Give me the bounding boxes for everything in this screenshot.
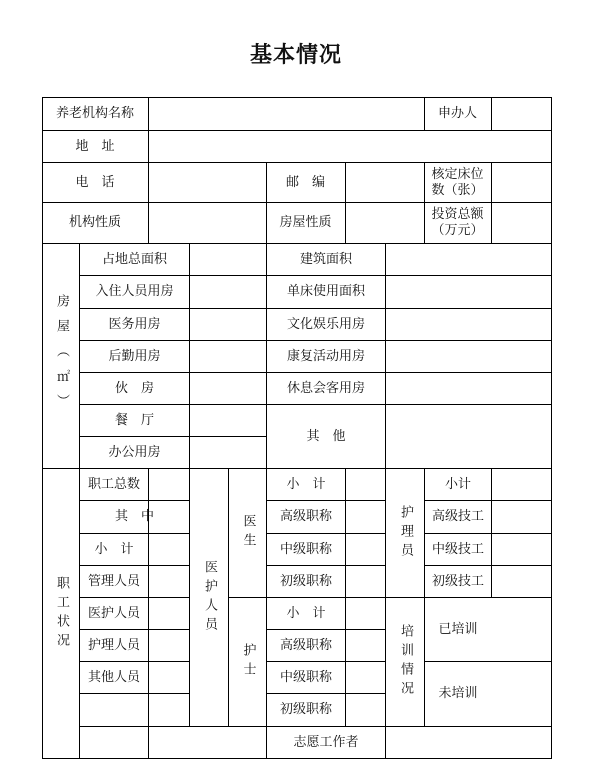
doctor-junior-title-label: 初级职称	[279, 573, 332, 589]
total-investment-label: 投资总额（万元）	[431, 207, 484, 238]
management-label: 管理人员	[87, 573, 140, 589]
organizer-label: 申办人	[437, 106, 477, 121]
nursing-staff-label: 护理人员	[87, 637, 140, 653]
medical-rooms-label: 医务用房	[108, 316, 161, 332]
organizer-field[interactable]	[492, 98, 551, 130]
logistics-rooms-label: 后勤用房	[108, 348, 161, 364]
land-area-label: 占地总面积	[101, 251, 167, 267]
nurse-junior-title-label: 初级职称	[279, 702, 332, 717]
institution-name-field[interactable]	[149, 98, 424, 130]
caregiver-subtotal-label: 小计	[444, 476, 471, 492]
middle-tech-label: 中级技工	[431, 541, 484, 557]
reception-rooms-label: 休息会客用房	[286, 380, 365, 396]
medical-staff-label: 医护人员	[87, 605, 140, 621]
staff-total-label: 职工总数	[87, 476, 140, 492]
address-field[interactable]	[149, 131, 551, 162]
per-bed-area-label: 单床使用面积	[286, 284, 365, 299]
untrained-label: 未培训	[438, 686, 478, 701]
culture-rooms-label: 文化娱乐用房	[286, 316, 365, 332]
trained-label: 已培训	[438, 621, 478, 637]
junior-tech-label: 初级技工	[431, 573, 484, 589]
approved-beds-field[interactable]	[492, 163, 551, 202]
staff-section-label: 职工状况	[54, 575, 69, 652]
institution-nature-label: 机构性质	[68, 215, 121, 230]
volunteers-label: 志愿工作者	[293, 734, 359, 750]
nurse-middle-title-label: 中级职称	[279, 669, 332, 685]
total-investment-field[interactable]	[492, 203, 551, 243]
doctor-senior-title-label: 高级职称	[279, 509, 332, 524]
staff-subtotal-label: 小 计	[94, 541, 134, 557]
among-them-label: 其 中	[114, 509, 154, 524]
institution-nature-field[interactable]	[149, 203, 266, 243]
housing-section-label: 房屋（㎡）	[54, 293, 69, 419]
doctor-label: 医生	[240, 514, 256, 552]
building-nature-label: 房屋性质	[279, 215, 332, 230]
approved-beds-label: 核定床位数（张）	[431, 166, 484, 198]
postal-code-field[interactable]	[346, 163, 424, 202]
doctor-middle-title-label: 中级职称	[279, 541, 332, 557]
training-label: 培训情况	[398, 624, 413, 700]
page-title: 基本情况	[249, 43, 342, 68]
other-staff-label: 其他人员	[87, 669, 140, 685]
kitchen-label: 伙 房	[114, 380, 154, 396]
doctor-subtotal-label: 小 计	[286, 476, 326, 492]
rehab-rooms-label: 康复活动用房	[286, 348, 365, 364]
caregiver-label: 护理员	[398, 504, 413, 562]
building-area-label: 建筑面积	[299, 251, 352, 267]
resident-rooms-label: 入住人员用房	[95, 284, 174, 299]
phone-label: 电 话	[75, 174, 115, 190]
medical-group-label: 医护人员	[202, 559, 217, 636]
postal-code-label: 邮 编	[285, 174, 325, 190]
other-label: 其 他	[306, 428, 346, 444]
nurse-senior-title-label: 高级职称	[279, 637, 332, 653]
senior-tech-label: 高级技工	[431, 509, 484, 524]
institution-name-label: 养老机构名称	[55, 106, 134, 121]
office-rooms-label: 办公用房	[108, 444, 161, 460]
nurse-label: 护士	[240, 643, 256, 681]
nurse-subtotal-label: 小 计	[286, 605, 326, 621]
building-nature-field[interactable]	[346, 203, 424, 243]
address-label: 地 址	[75, 138, 115, 154]
phone-field[interactable]	[149, 163, 266, 202]
canteen-label: 餐 厅	[114, 412, 154, 428]
